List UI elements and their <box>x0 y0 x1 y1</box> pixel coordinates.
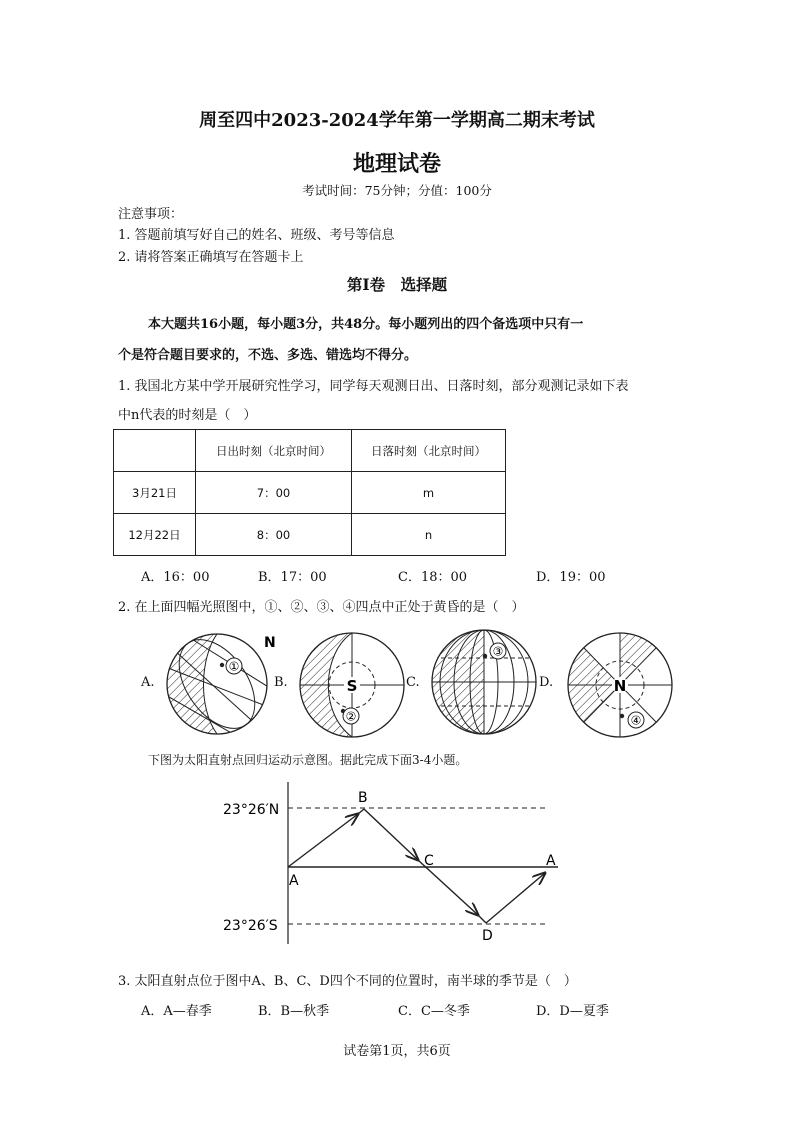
q3-option-d: D．D—夏季 <box>536 1004 609 1019</box>
diagram-caption: 下图为太阳直射点回归运动示意图。据此完成下面3-4小题。 <box>148 753 468 767</box>
globe-a <box>160 628 280 738</box>
q1-stem-line1: 1. 我国北方某中学开展研究性学习，同学每天观测日出、日落时刻，部分观测记录如下表 <box>118 379 629 394</box>
section-title: 第Ⅰ卷 选择题 <box>346 275 448 294</box>
table-cell: 8：00 <box>196 514 352 556</box>
point-c: C <box>424 853 434 869</box>
path-line-cd-end <box>478 915 486 923</box>
path-line-ab-end <box>358 809 364 814</box>
table-header-cell: 日出时刻（北京时间） <box>196 430 352 472</box>
solar-migration-diagram <box>218 778 568 948</box>
section-instruction-line1: 本大题共16小题，每小题3分，共48分。每小题列出的四个备选项中只有一 <box>148 317 584 332</box>
table-cell: 3月21日 <box>114 472 196 514</box>
q3-option-a: A．A—春季 <box>141 1004 212 1019</box>
figure-label-c: C. <box>406 675 420 690</box>
figure-label-a: A. <box>141 675 155 690</box>
q1-stem-line2: 中n代表的时刻是（ ） <box>118 408 257 423</box>
mark-3: ③ <box>492 644 504 659</box>
lat-label-north: 23°26′N <box>223 802 280 818</box>
table-cell: 7：00 <box>196 472 352 514</box>
path-arrow-ab <box>288 814 358 867</box>
point-a-start: A <box>289 873 299 889</box>
q3-option-b: B．B—秋季 <box>258 1004 330 1019</box>
q1-option-b: B．17：00 <box>258 570 327 585</box>
figure-label-d: D. <box>539 675 554 690</box>
mark-4: ④ <box>630 713 642 728</box>
mark-2: ② <box>345 709 357 724</box>
notes-heading: 注意事项： <box>118 207 184 222</box>
q1-option-d: D．19：00 <box>536 570 606 585</box>
exam-title: 周至四中2023-2024学年第一学期高二期末考试 <box>199 110 595 131</box>
globe-c-top-marks: ˘ ˘ <box>478 624 490 633</box>
q3-stem: 3. 太阳直射点位于图中A、B、C、D四个不同的位置时，南半球的季节是（ ） <box>118 974 577 989</box>
table-cell: m <box>352 472 506 514</box>
south-pole-label: S <box>346 677 358 695</box>
table-cell: n <box>352 514 506 556</box>
subject-title: 地理试卷 <box>352 151 441 177</box>
observation-table <box>113 429 506 556</box>
path-arrow-da <box>486 873 545 923</box>
point-a-end: A <box>546 853 556 869</box>
table-row <box>114 472 506 514</box>
note-item-2: 2. 请将答案正确填写在答题卡上 <box>118 250 304 265</box>
q1-option-c: C．18：00 <box>398 570 468 585</box>
globe-c <box>428 624 540 736</box>
table-header-cell <box>114 430 196 472</box>
point-d: D <box>482 928 493 944</box>
section-instruction-line2: 个是符合题目要求的，不选、多选、错选均不得分。 <box>118 348 418 363</box>
point-b: B <box>358 790 368 806</box>
q3-option-c: C．C—冬季 <box>398 1004 470 1019</box>
exam-info: 考试时间：75分钟；分值：100分 <box>302 183 492 198</box>
north-label: N <box>264 635 276 651</box>
table-row <box>114 514 506 556</box>
north-pole-label: N <box>613 677 627 695</box>
note-item-1: 1. 答题前填写好自己的姓名、班级、考号等信息 <box>118 228 395 243</box>
globe-b <box>298 632 408 740</box>
q1-option-a: A．16：00 <box>141 570 210 585</box>
path-arrow-bc <box>364 809 418 860</box>
q2-stem: 2. 在上面四幅光照图中，①、②、③、④四点中正处于黄昏的是（ ） <box>118 600 525 615</box>
table-header-row <box>114 430 506 472</box>
table-header-cell: 日落时刻（北京时间） <box>352 430 506 472</box>
table-cell: 12月22日 <box>114 514 196 556</box>
mark-1: ① <box>228 659 240 674</box>
globe-d <box>564 630 676 740</box>
figure-label-b: B. <box>274 675 288 690</box>
page-footer: 试卷第1页，共6页 <box>343 1044 451 1059</box>
lat-label-south: 23°26′S <box>223 918 278 934</box>
